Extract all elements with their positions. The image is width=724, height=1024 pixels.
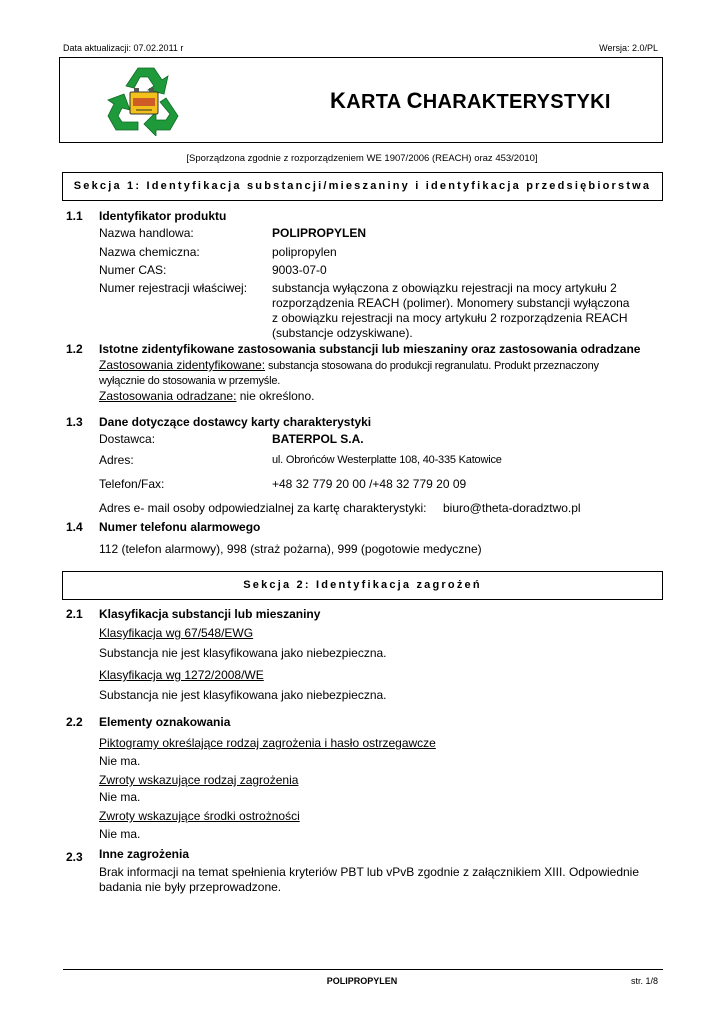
section-heading: Dane dotyczące dostawcy karty charakterystyki: [99, 415, 372, 429]
section-number: 2.3: [66, 850, 83, 864]
classification-ewg-text: Substancja nie jest klasyfikowana jako niebezpieczna.: [99, 646, 387, 660]
title-box: [59, 57, 663, 143]
section-heading: Inne zagrożenia: [99, 847, 190, 861]
section-heading: Identyfikator produktu: [99, 209, 227, 223]
supplier-label: Dostawca:: [99, 432, 156, 446]
chemical-name-value: polipropylen: [272, 245, 337, 259]
pictograms-text: Nie ma.: [99, 754, 141, 768]
phone-fax-label: Telefon/Fax:: [99, 477, 165, 491]
email-link[interactable]: biuro@theta-doradztwo.pl: [443, 501, 581, 515]
precautionary-statements-label: Zwroty wskazujące środki ostrożności: [99, 809, 300, 823]
identified-uses: Zastosowania zidentyfikowane: substancja stosowana do produkcji regranulatu. Produkt przeznaczony wyłącznie do stosowania w przemyśle.: [99, 358, 599, 387]
email-label: Adres e- mail osoby odpowiedzialnej za kartę charakterystyki:: [99, 501, 427, 515]
uses-advised-against: Zastosowania odradzane: nie określono.: [99, 389, 315, 403]
precautionary-statements-text: Nie ma.: [99, 827, 141, 841]
address-label: Adres:: [99, 453, 134, 467]
chemical-name-label: Nazwa chemiczna:: [99, 245, 200, 259]
section-number: 1.1: [66, 209, 83, 223]
classification-we-text: Substancja nie jest klasyfikowana jako niebezpieczna.: [99, 688, 387, 702]
registration-number-value: substancja wyłączona z obowiązku rejestracji na mocy artykułu 2 rozporządzenia REACH (polimer). Monomery substancji wyłączona z obowiązku rejestracji na mocy artykułu 2 rozporządzenia REACH (substancje odzyskiwane).: [272, 281, 630, 340]
recycle-battery-logo-icon: [104, 64, 184, 136]
classification-ewg-label: Klasyfikacja wg 67/548/EWG: [99, 626, 254, 640]
classification-we-label: Klasyfikacja wg 1272/2008/WE: [99, 668, 264, 682]
section-number: 1.2: [66, 342, 83, 356]
section-number: 2.1: [66, 607, 83, 621]
update-date: Data aktualizacji: 07.02.2011 r: [63, 43, 184, 53]
section-number: 1.4: [66, 520, 83, 534]
regulation-note: [Sporządzona zgodnie z rozporządzeniem WE 1907/2006 (REACH) oraz 453/2010]: [186, 153, 538, 164]
section-1-title: Sekcja 1: Identyfikacja substancji/mieszaniny i identyfikacja przedsiębiorstwa: [62, 172, 663, 201]
section-number: 1.3: [66, 415, 83, 429]
footer-product: POLIPROPYLEN: [326, 976, 398, 986]
section-heading: Numer telefonu alarmowego: [99, 520, 261, 534]
footer-divider: [63, 969, 663, 970]
section-2-title: Sekcja 2: Identyfikacja zagrożeń: [62, 571, 663, 600]
other-hazards-text: Brak informacji na temat spełnienia kryteriów PBT lub vPvB zgodnie z załącznikiem XIII. Odpowiednie badania nie były przeprowadzone.: [99, 865, 640, 894]
section-heading: Elementy oznakowania: [99, 715, 231, 729]
hazard-statements-text: Nie ma.: [99, 790, 141, 804]
pictograms-label: Piktogramy określające rodzaj zagrożenia i hasło ostrzegawcze: [99, 736, 436, 750]
cas-number-value: 9003-07-0: [272, 263, 327, 277]
trade-name-value: POLIPROPYLEN: [272, 226, 367, 240]
section-heading: Klasyfikacja substancji lub mieszaniny: [99, 607, 321, 621]
cas-number-label: Numer CAS:: [99, 263, 167, 277]
emergency-phone-text: 112 (telefon alarmowy), 998 (straż pożarna), 999 (pogotowie medyczne): [99, 542, 482, 556]
section-number: 2.2: [66, 715, 83, 729]
section-heading: Istotne zidentyfikowane zastosowania substancji lub mieszaniny oraz zastosowania odradzane: [99, 342, 641, 356]
phone-fax-value: +48 32 779 20 00 /+48 32 779 20 09: [272, 477, 467, 491]
hazard-statements-label: Zwroty wskazujące rodzaj zagrożenia: [99, 773, 299, 787]
document-title: KARTA CHARAKTERYSTYKI: [330, 88, 611, 113]
registration-number-label: Numer rejestracji właściwej:: [99, 281, 248, 295]
supplier-value: BATERPOL S.A.: [272, 432, 364, 446]
address-value: ul. Obrońców Westerplatte 108, 40-335 Katowice: [272, 454, 502, 466]
document-version: Wersja: 2.0/PL: [599, 43, 658, 53]
trade-name-label: Nazwa handlowa:: [99, 226, 194, 240]
footer-page-number: str. 1/8: [630, 976, 658, 986]
